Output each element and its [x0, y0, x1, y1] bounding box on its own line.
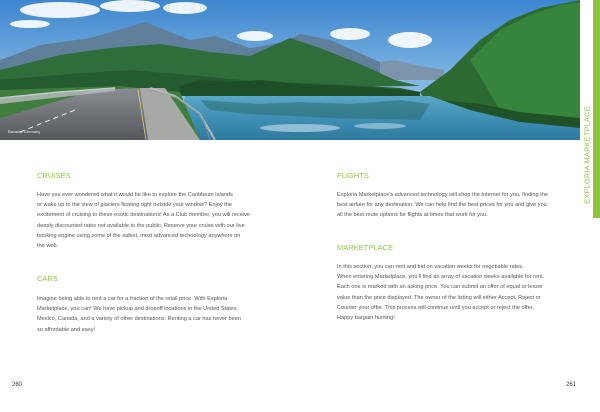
section-tab — [580, 0, 593, 218]
text-line: deeply discounted rates not available to the public. Reserve your cruise with our live — [37, 222, 245, 229]
text-line: Counter your offer. This process will continue until you accept or reject the offer. — [337, 304, 534, 311]
text-line: Mexico, Canada, and a variety of other destinations. Renting a car has never been — [37, 316, 241, 323]
text-line: value than the price displayed. The owner of the listing will either Accept, Reject or — [337, 294, 541, 301]
text-line: Exploria Marketplace's advanced technology will shop the Internet for you, finding the — [337, 192, 548, 198]
section-tab-label: EXPLORIA MARKETPLACE — [582, 106, 591, 204]
text-line: Have you ever wondered what it would be like to explore the Caribbean Islands — [37, 192, 233, 198]
text-line: booking engine using some of the safest, most advanced technology anywhere on — [37, 232, 241, 239]
marketplace-body — [337, 262, 582, 323]
marketplace-heading: MARKETPLACE — [337, 243, 394, 252]
section-tab-bar — [593, 0, 600, 218]
text-line: Imagine being able to rent a car for a fraction of the retail price. With Exploria — [37, 296, 228, 302]
page-number-right: 261 — [566, 382, 577, 388]
page-number-left: 260 — [12, 382, 23, 388]
cruises-body — [37, 190, 292, 251]
text-line: so affordable and easy! — [37, 326, 96, 333]
cars-heading: CARS — [37, 274, 58, 283]
cars-body — [37, 294, 292, 335]
text-line: Happy bargain hunting! — [337, 315, 395, 322]
text-line: In this section, you can rent and bid on vacation weeks for negotiable rates. — [337, 264, 524, 270]
text-line: best airfare for any destination. We can help find the best prices for you and give you — [337, 202, 547, 209]
flights-heading: FLIGHTS — [337, 171, 369, 180]
text-line: or wake up to the view of glaciers floating right outside your window? Enjoy the — [37, 202, 232, 209]
text-line: When entering Marketplace, you'll find an array of vacation weeks available for rent. — [337, 274, 545, 281]
text-line: all the best route options for flights at times that work for you. — [337, 212, 488, 219]
text-line: Each one is marked with an asking price. You can submit an offer of equal or lesser — [337, 284, 544, 291]
landscape-photo — [0, 0, 580, 140]
cruises-heading: CRUISES — [37, 171, 71, 180]
photo-caption: Bavaria, Germany — [8, 129, 41, 134]
flights-body — [337, 190, 582, 221]
text-line: the web. — [37, 243, 59, 250]
text-line: Marketplace, you can! We have pickup and dropoff locations in the United States, — [37, 306, 239, 313]
text-line: excitement of cruising to these exotic destinations! As a Club member, you will receive — [37, 212, 250, 219]
